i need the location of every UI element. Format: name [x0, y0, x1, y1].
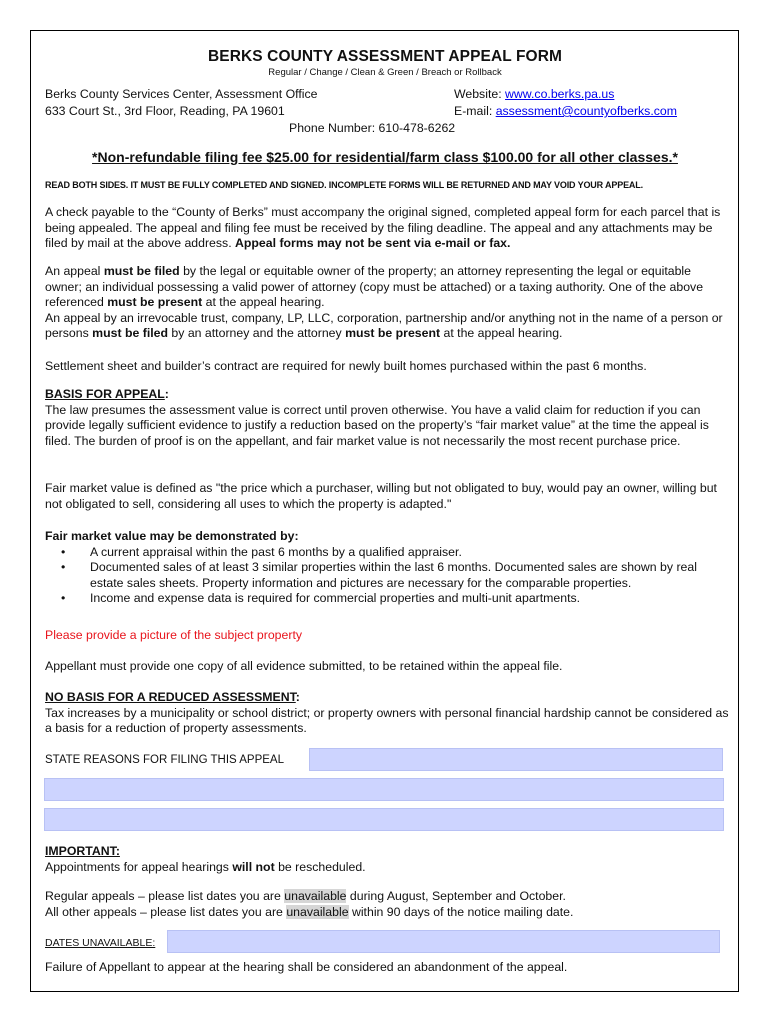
reasons-field-line-3[interactable]	[44, 808, 724, 831]
basis-colon: :	[164, 387, 169, 401]
fmv-heading: Fair market value may be demonstrated by:	[45, 529, 299, 543]
no-basis-colon: :	[295, 690, 300, 704]
other-appeals-text-1: All other appeals – please list dates you are	[45, 904, 287, 919]
office-address: Berks County Services Center, Assessment Office	[45, 87, 318, 101]
who-bold-3: must be filed	[92, 326, 169, 341]
important-text-1: Appointments for appeal hearings	[45, 859, 233, 874]
who-text-1: An appeal	[45, 264, 104, 278]
email-link[interactable]: assessment@countyofberks.com	[495, 104, 677, 118]
no-email-fax-notice: Appeal forms may not be sent via e-mail or fax.	[235, 236, 511, 251]
fmv-list	[45, 545, 730, 607]
phone-number: Phone Number: 610-478-6262	[289, 121, 456, 135]
filing-fee-notice: *Non-refundable filing fee $25.00 for residential/farm class $100.00 for all other classes.*	[92, 149, 678, 165]
important-bold: will not	[232, 859, 275, 874]
who-text-2: by the legal or equitable owner of the property; an attorney representing the legal or equitable owner; an individual possessing a valid power of attorney (copy must be attached) or a taxing authority. One of the above referenced	[45, 264, 704, 310]
who-bold-1: must be filed	[103, 264, 180, 278]
regular-appeals-text-2: during August, September and October.	[346, 889, 566, 903]
no-basis-text: Tax increases by a municipality or school district; or property owners with personal financial hardship cannot be considered as a basis for a reduction of property assessments.	[45, 705, 729, 736]
who-text-3: at the appeal hearing.	[202, 295, 325, 310]
who-text-5: by an attorney and the attorney	[168, 326, 346, 341]
list-item: • Income and expense data is required for commercial properties and multi-unit apartments.	[45, 591, 730, 607]
who-text-6: at the appeal hearing.	[440, 326, 563, 341]
check-text: A check payable to the “County of Berks” must accompany the original signed, completed appeal form for each parcel that is being appealed. The appeal and filing fee must be received by the filing deadline. The appeal and any attachments may be filed by mail at the above address.	[45, 205, 721, 251]
list-item: • Documented sales of at least 3 similar properties within the last 6 months. Documented sales are shown by real estate sales sheets. Property information and pictures are necessary for the comparable properties.	[45, 560, 730, 591]
basis-heading: BASIS FOR APPEAL	[45, 387, 165, 401]
who-text-4: An appeal by an irrevocable trust, company, LP, LLC, corporation, partnership and/or anything not in the name of a person or persons	[45, 310, 723, 341]
appeal-types: Regular / Change / Clean & Green / Breach or Rollback	[268, 67, 502, 78]
who-bold-2: must be present	[107, 295, 203, 310]
important-heading: IMPORTANT:	[45, 844, 120, 858]
important-section	[45, 844, 730, 875]
email-line	[454, 104, 677, 118]
website-link[interactable]: www.co.berks.pa.us	[505, 87, 615, 101]
dates-unavailable-field[interactable]	[167, 930, 720, 953]
no-basis-section	[45, 690, 730, 737]
other-appeals-text-2: within 90 days of the notice mailing date.	[348, 904, 574, 919]
website-label: Website:	[454, 87, 502, 101]
failure-to-appear-notice: Failure of Appellant to appear at the hearing shall be considered an abandonment of the appeal.	[45, 960, 568, 974]
important-text-2: be rescheduled.	[274, 859, 366, 874]
no-basis-heading: NO BASIS FOR A REDUCED ASSESSMENT	[45, 690, 296, 704]
regular-appeals-text-1: Regular appeals – please list dates you are	[45, 889, 285, 903]
reasons-field-line-1[interactable]	[309, 748, 723, 771]
fmv-definition: Fair market value is defined as "the price which a purchaser, willing but not obligated to buy, would pay an owner, willing but not obligated to sell, considering all uses to which the property is adapted."	[45, 481, 717, 511]
check-paragraph	[45, 205, 730, 252]
form-title: BERKS COUNTY ASSESSMENT APPEAL FORM	[207, 48, 562, 65]
who-bold-4: must be present	[345, 326, 441, 341]
picture-notice: Please provide a picture of the subject property	[45, 628, 303, 642]
unavailable-highlight: unavailable	[284, 889, 347, 903]
list-item: • A current appraisal within the past 6 months by a qualified appraiser.	[45, 545, 730, 561]
read-both-sides-notice: READ BOTH SIDES. IT MUST BE FULLY COMPLETED AND SIGNED. INCOMPLETE FORMS WILL BE RETURNED AND MAY VOID YOUR APPEAL.	[45, 180, 643, 190]
email-label: E-mail:	[454, 104, 493, 118]
reasons-label: STATE REASONS FOR FILING THIS APPEAL	[45, 754, 285, 766]
settlement-sheet-notice: Settlement sheet and builder’s contract are required for newly built homes purchased within the past 6 months.	[45, 359, 647, 373]
reasons-field-line-2[interactable]	[44, 778, 724, 801]
evidence-notice: Appellant must provide one copy of all evidence submitted, to be retained within the appeal file.	[45, 659, 563, 673]
basis-text: The law presumes the assessment value is correct until proven otherwise. You have a valid claim for reduction if you can provide legally sufficient evidence to justify a reduction based on the property’s “fair market value” at the time the appeal is filed. The burden of proof is on the appellant, and fair market value is not necessarily the most recent purchase price.	[45, 402, 709, 448]
website-line	[454, 87, 614, 101]
unavailable-highlight: unavailable	[286, 904, 349, 919]
unavailable-dates-instructions	[45, 889, 730, 920]
fmv-section	[45, 529, 730, 607]
street-address: 633 Court St., 3rd Floor, Reading, PA 19601	[45, 104, 285, 118]
dates-unavailable-label: DATES UNAVAILABLE:	[45, 937, 156, 949]
who-may-file-paragraph	[45, 264, 730, 342]
basis-section	[45, 387, 730, 449]
